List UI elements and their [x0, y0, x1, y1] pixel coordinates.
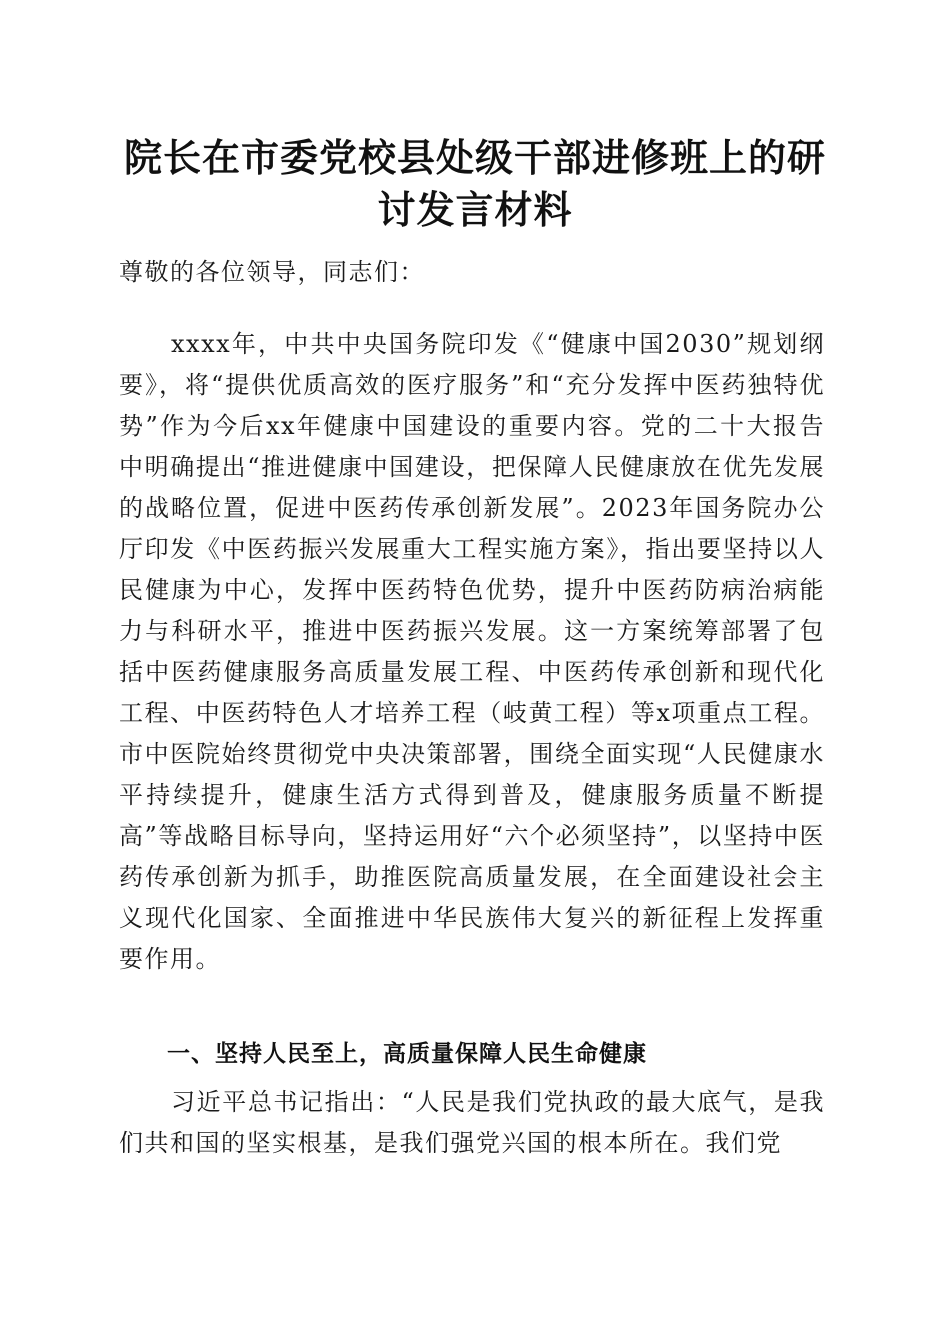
intro-paragraph: xxxx年，中共中央国务院印发《“健康中国2030”规划纲要》，将“提供优质高效的医疗服务”和“充分发挥中医药独特优势”作为今后xx年健康中国建设的重要内容。党的二十大报告中明确提出“推进健康中国建设，把保障人民健康放在优先发展的战略位置，促进中医药传承创新发展”。2023年国务院办公厅印发《中医药振兴发展重大工程实施方案》，指出要坚持以人民健康为中心，发挥中医药特色优势，提升中医药防病治病能力与科研水平，推进中医药振兴发展。这一方案统筹部署了包括中医药健康服务高质量发展工程、中医药传承创新和现代化工程、中医药特色人才培养工程（岐黄工程）等x项重点工程。市中医院始终贯彻党中央决策部署，围绕全面实现“人民健康水平持续提升，健康生活方式得到普及，健康服务质量不断提高”等战略目标导向，坚持运用好“六个必须坚持”，以坚持中医药传承创新为抓手，助推医院高质量发展，在全面建设社会主义现代化国家、全面推进中华民族伟大复兴的新征程上发挥重要作用。	[119, 330, 825, 973]
salutation: 尊敬的各位领导，同志们：	[119, 258, 425, 286]
section-heading: 一、坚持人民至上，高质量保障人民生命健康	[167, 1041, 647, 1067]
section-paragraph: 习近平总书记指出：“人民是我们党执政的最大底气，是我们共和国的坚实根基，是我们强党兴国的根本所在。我们党	[119, 1088, 825, 1157]
document-title: 院长在市委党校县处级干部进修班上的研讨发言材料	[123, 135, 826, 232]
